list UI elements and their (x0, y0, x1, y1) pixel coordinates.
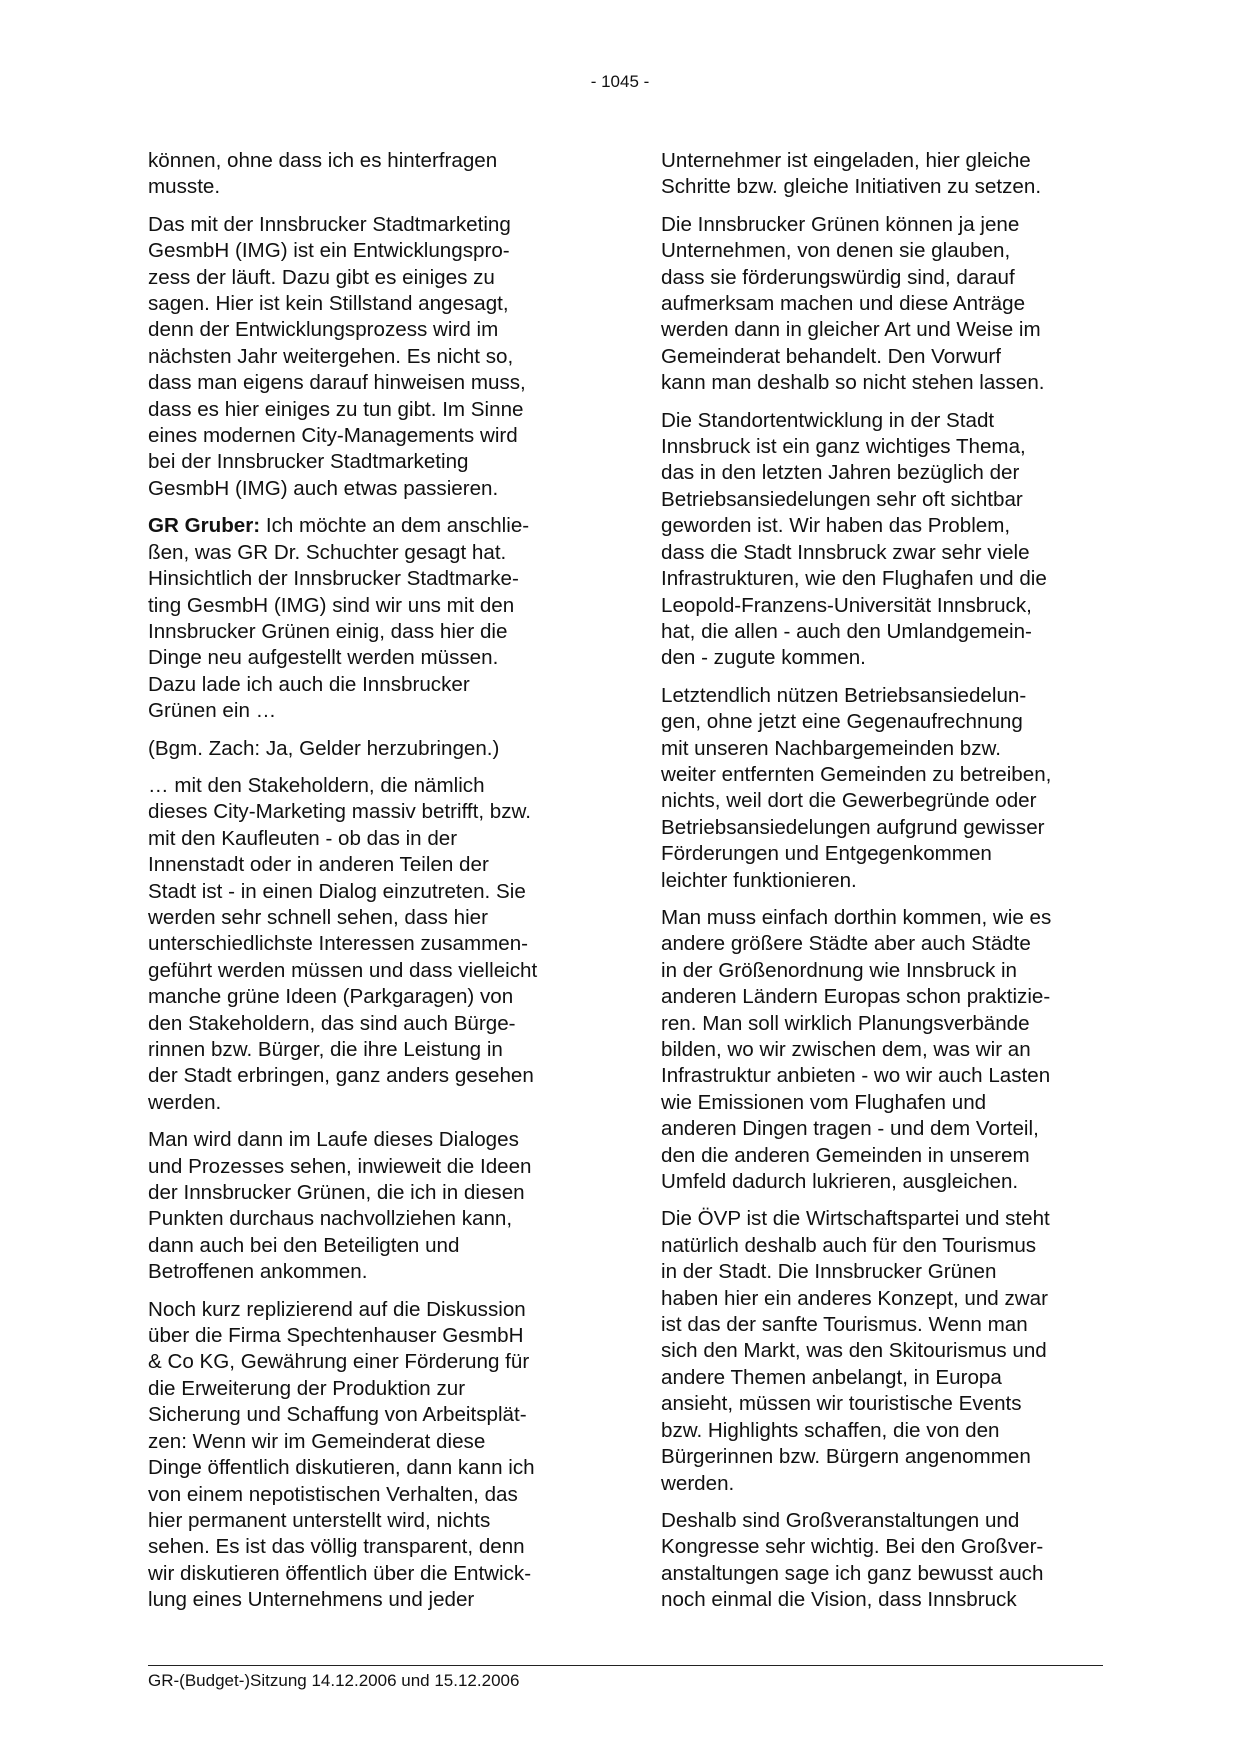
text-line: andere Themen anbelangt, in Europa (661, 1365, 1002, 1389)
footer-divider (148, 1665, 1103, 1666)
text-line: Die ÖVP ist die Wirtschaftspartei und steht (661, 1207, 1050, 1231)
text-line: Unternehmen, von denen sie glauben, (661, 239, 1011, 263)
text-line: werden sehr schnell sehen, dass hier (148, 905, 488, 929)
paragraph (661, 1508, 1107, 1614)
text-line: bilden, wo wir zwischen dem, was wir an (661, 1038, 1031, 1061)
text-line: kann man deshalb so nicht stehen lassen. (661, 371, 1045, 395)
text-line: anstaltungen sage ich ganz bewusst auch (661, 1561, 1044, 1585)
text-line: Hinsichtlich der Innsbrucker Stadtmarke- (148, 567, 519, 591)
text-line: ren. Man soll wirklich Planungsverbände (661, 1011, 1030, 1035)
text-line: der Stadt erbringen, ganz anders gesehen (148, 1064, 534, 1088)
text-line: zess der läuft. Dazu gibt es einiges zu (148, 265, 495, 289)
text-line: werden dann in gleicher Art und Weise im (661, 318, 1041, 342)
text-line: Die Standortentwicklung in der Stadt (661, 408, 995, 432)
text-line: das in den letzten Jahren bezüglich der (661, 461, 1020, 485)
text-line: Noch kurz replizierend auf die Diskussion (148, 1297, 526, 1321)
text-line: von einem nepotistischen Verhalten, das (148, 1482, 518, 1506)
text-line: Innsbrucker Grünen einig, dass hier die (148, 619, 508, 643)
text-line: in der Größenordnung wie Innsbruck in (661, 958, 1018, 982)
text-line: Grünen ein … (148, 699, 277, 723)
paragraph (661, 408, 1107, 672)
text-line: mit unseren Nachbargemeinden bzw. (661, 736, 1001, 760)
text-line: unterschiedlichste Interessen zusammen- (148, 932, 529, 956)
text-line: denn der Entwicklungsprozess wird im (148, 318, 499, 342)
text-line: hat, die allen - auch den Umlandgemein- (661, 619, 1032, 643)
text-line: Innenstadt oder in anderen Teilen der (148, 853, 489, 877)
text-line: Das mit der Innsbrucker Stadtmarketing (148, 212, 511, 236)
text-line: haben hier ein anderes Konzept, und zwar (661, 1286, 1048, 1310)
text-line: & Co KG, Gewährung einer Förderung für (148, 1350, 530, 1374)
paragraph (661, 148, 1107, 201)
text-line: anderen Ländern Europas schon praktizie- (661, 985, 1051, 1009)
text-line: nichts, weil dort die Gewerbegründe oder (661, 789, 1037, 813)
text-line: manche grüne Ideen (Parkgaragen) von (148, 985, 514, 1009)
text-line: aufmerksam machen und diese Anträge (661, 292, 1026, 316)
paragraph (661, 905, 1107, 1195)
text-line: können, ohne dass ich es hinterfragen (148, 149, 498, 172)
paragraph (148, 212, 584, 502)
text-line: Betriebsansiedelungen sehr oft sichtbar (661, 487, 1023, 511)
text-line: … mit den Stakeholdern, die nämlich (148, 773, 485, 797)
text-line: Sicherung und Schaffung von Arbeitsplät- (148, 1403, 527, 1427)
text-line: bzw. Highlights schaffen, die von den (661, 1418, 1000, 1442)
text-line: hier permanent unterstellt wird, nichts (148, 1508, 491, 1532)
text-line: Stadt ist - in einen Dialog einzutreten. Sie (148, 879, 526, 903)
text-line: Betriebsansiedelungen aufgrund gewisser (661, 815, 1045, 839)
text-line: werden. (661, 1471, 735, 1495)
text-line: und Prozesses sehen, inwieweit die Ideen (148, 1154, 532, 1178)
paragraph (148, 773, 584, 1116)
paragraph (661, 212, 1107, 397)
text-line: nächsten Jahr weitergehen. Es nicht so, (148, 344, 514, 368)
text-line: ting GesmbH (IMG) sind wir uns mit den (148, 593, 515, 617)
text-line: in der Stadt. Die Innsbrucker Grünen (661, 1260, 997, 1284)
paragraph (148, 148, 584, 201)
text-line: andere größere Städte aber auch Städte (661, 932, 1031, 956)
text-line: weiter entfernten Gemeinden zu betreiben, (661, 762, 1052, 786)
text-line: lung eines Unternehmens und jeder (148, 1588, 475, 1612)
text-line: den Stakeholdern, das sind auch Bürge- (148, 1011, 516, 1035)
text-line: dass man eigens darauf hinweisen muss, (148, 371, 526, 395)
left-column (148, 148, 584, 1625)
text-line: dass sie förderungswürdig sind, darauf (661, 265, 1015, 289)
text-line: der Innsbrucker Grünen, die ich in diesen (148, 1181, 525, 1205)
text-line: sehen. Es ist das völlig transparent, denn (148, 1535, 525, 1559)
paragraph (661, 1206, 1107, 1496)
page-number: - 1045 - (590, 72, 650, 91)
text-line: Deshalb sind Großveranstaltungen und (661, 1508, 1020, 1532)
text-line: dass es hier einiges zu tun gibt. Im Sinne (148, 397, 524, 421)
text-line: Gemeinderat behandelt. Den Vorwurf (661, 344, 1001, 368)
text-line: ßen, was GR Dr. Schuchter gesagt hat. (148, 540, 507, 564)
text-line: werden. (148, 1090, 222, 1114)
text-line: Die Innsbrucker Grünen können ja jene (661, 212, 1020, 236)
text-line: Dinge öffentlich diskutieren, dann kann ich (148, 1456, 535, 1480)
text-line: gen, ohne jetzt eine Gegenaufrechnung (661, 710, 1023, 734)
paragraph (661, 683, 1107, 894)
text-line: sich den Markt, was den Skitourismus und (661, 1339, 1047, 1363)
text-line: geführt werden müssen und dass vielleicht (148, 958, 538, 982)
paragraph (148, 1127, 584, 1285)
text-line: ansieht, müssen wir touristische Events (661, 1392, 1022, 1416)
text-line: Förderungen und Entgegenkommen (661, 842, 992, 866)
text-line: Dinge neu aufgestellt werden müssen. (148, 646, 499, 670)
text-line: noch einmal die Vision, dass Innsbruck (661, 1588, 1017, 1612)
text-line: Unternehmer ist eingeladen, hier gleiche (661, 149, 1031, 172)
text-line: GesmbH (IMG) ist ein Entwicklungspro- (148, 239, 510, 263)
text-line (148, 513, 584, 539)
text-line: Umfeld dadurch lukrieren, ausgleichen. (661, 1170, 1019, 1194)
speaker-statement-start: Ich möchte an dem anschlie- (260, 514, 530, 538)
text-line: natürlich deshalb auch für den Tourismus (661, 1233, 1037, 1257)
text-line: Schritte bzw. gleiche Initiativen zu setzen. (661, 175, 1042, 199)
text-line: Letztendlich nützen Betriebsansiedelun- (661, 683, 1027, 707)
text-line: sagen. Hier ist kein Stillstand angesagt, (148, 292, 509, 316)
text-line: dieses City-Marketing massiv betrifft, bzw. (148, 800, 532, 824)
text-line: Bürgerinnen bzw. Bürgern angenommen (661, 1445, 1031, 1469)
text-line: die Erweiterung der Produktion zur (148, 1376, 466, 1400)
text-line: Innsbruck ist ein ganz wichtiges Thema, (661, 435, 1026, 459)
right-column (661, 148, 1107, 1625)
text-line: Infrastruktur anbieten - wo wir auch Lasten (661, 1064, 1051, 1088)
text-line: Kongresse sehr wichtig. Bei den Großver- (661, 1535, 1044, 1559)
text-line: dann auch bei den Beteiligten und (148, 1233, 460, 1257)
footer-text: GR-(Budget-)Sitzung 14.12.2006 und 15.12.2006 (148, 1671, 520, 1690)
text-line: musste. (148, 175, 221, 199)
text-line: Betroffenen ankommen. (148, 1260, 368, 1284)
text-line: Man muss einfach dorthin kommen, wie es (661, 905, 1052, 929)
text-line: ist das der sanfte Tourismus. Wenn man (661, 1313, 1028, 1337)
paragraph (148, 513, 584, 724)
text-line: Dazu lade ich auch die Innsbrucker (148, 672, 470, 696)
text-line: geworden ist. Wir haben das Problem, (661, 514, 1011, 538)
speaker-name: GR Gruber: (148, 514, 261, 538)
paragraph (148, 1297, 584, 1614)
text-line: dass die Stadt Innsbruck zwar sehr viele (661, 540, 1030, 564)
text-line: zen: Wenn wir im Gemeinderat diese (148, 1429, 486, 1453)
text-line: leichter funktionieren. (661, 868, 857, 892)
text-line: wie Emissionen vom Flughafen und (661, 1090, 987, 1114)
paragraph (148, 736, 584, 762)
text-line: Punkten durchaus nachvollziehen kann, (148, 1207, 513, 1231)
text-line: wir diskutieren öffentlich über die Entwick- (148, 1561, 532, 1585)
text-line: bei der Innsbrucker Stadtmarketing (148, 450, 469, 474)
text-line: Infrastrukturen, wie den Flughafen und die (661, 567, 1047, 591)
text-line: (Bgm. Zach: Ja, Gelder herzubringen.) (148, 736, 500, 760)
text-line: rinnen bzw. Bürger, die ihre Leistung in (148, 1038, 503, 1061)
text-line: anderen Dingen tragen - und dem Vorteil, (661, 1117, 1039, 1141)
text-line: den - zugute kommen. (661, 646, 866, 670)
text-line: mit den Kaufleuten - ob das in der (148, 826, 458, 850)
text-line: über die Firma Spechtenhauser GesmbH (148, 1324, 524, 1348)
text-line: Leopold-Franzens-Universität Innsbruck, (661, 593, 1032, 617)
text-line: GesmbH (IMG) auch etwas passieren. (148, 476, 499, 500)
text-line: den die anderen Gemeinden in unserem (661, 1143, 1030, 1167)
text-line: eines modernen City-Managements wird (148, 424, 518, 448)
text-line: Man wird dann im Laufe dieses Dialoges (148, 1128, 519, 1152)
